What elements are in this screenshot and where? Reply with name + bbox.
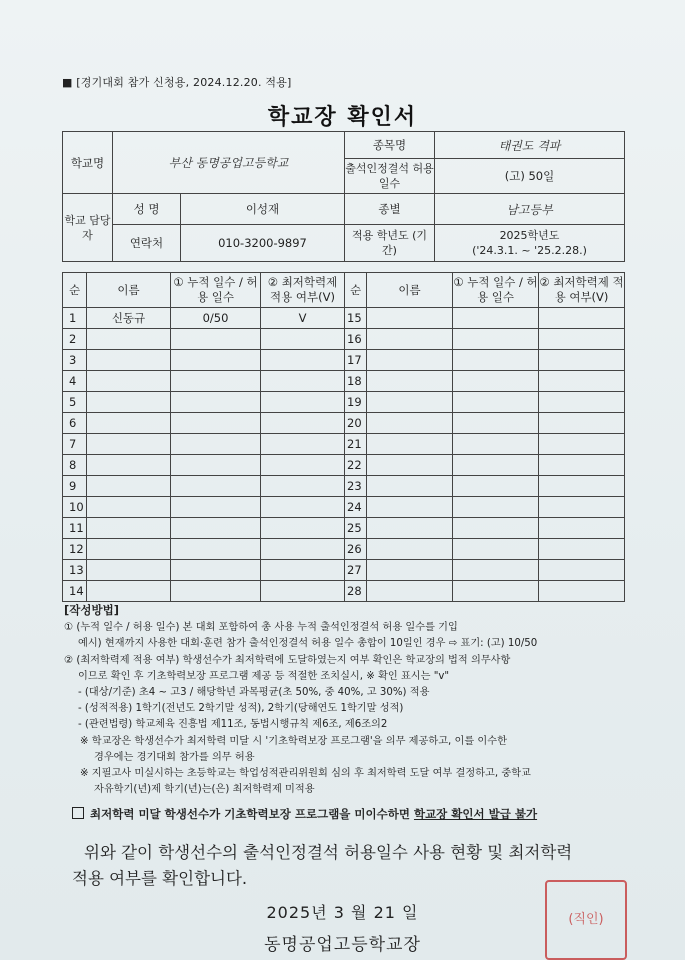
- table-row: [63, 560, 625, 581]
- participant-name: [87, 476, 171, 497]
- table-row: [63, 476, 625, 497]
- guide-line: ① (누적 일수 / 허용 일수) 본 대회 포함하여 총 사용 누적 출석인정결석 허용 일수를 기입: [64, 622, 458, 634]
- row-number: 9: [63, 476, 87, 497]
- name-value: 이성재: [181, 194, 345, 225]
- min-academic-applied: [539, 518, 625, 539]
- min-academic-applied: [539, 329, 625, 350]
- cumulative-days: 0/50: [171, 308, 261, 329]
- cumulative-days: [171, 476, 261, 497]
- category-value: 남고등부: [435, 194, 625, 225]
- row-number: 24: [345, 497, 367, 518]
- year-value: 2025학년도: [499, 229, 560, 242]
- category-label: 종별: [345, 194, 435, 225]
- guide-line: 자유학기(년)제 학기(년)는(은) 최저학력제 미적용: [94, 784, 315, 796]
- row-number: 11: [63, 518, 87, 539]
- guide-line: 이므로 확인 후 기초학력보장 프로그램 제공 등 적절한 조치실시, ※ 확인 표시는 "v": [78, 670, 450, 682]
- table-row: [63, 392, 625, 413]
- cumulative-days: [171, 497, 261, 518]
- participant-name: [367, 518, 453, 539]
- min-academic-applied: [261, 560, 345, 581]
- min-academic-applied: [261, 329, 345, 350]
- min-academic-applied: [539, 497, 625, 518]
- confirm-line-2: 적용 여부를 확인합니다.: [72, 869, 248, 888]
- min-academic-applied: [539, 308, 625, 329]
- min-academic-applied: [261, 518, 345, 539]
- header-applied: ② 최저학력제 적용 여부(V): [261, 273, 345, 308]
- principal-signature: 동명공업고등학교장: [264, 935, 421, 955]
- cumulative-days: [453, 371, 539, 392]
- cumulative-days: [171, 455, 261, 476]
- table-row: [63, 371, 625, 392]
- cumulative-days: [171, 371, 261, 392]
- cumulative-days: [453, 581, 539, 602]
- issue-date: 2025년 3 월 21 일: [266, 903, 419, 922]
- participant-name: [87, 581, 171, 602]
- participant-name: [87, 497, 171, 518]
- contact-value: 010-3200-9897: [181, 225, 345, 262]
- contact-label: 연락처: [113, 225, 181, 262]
- info-table: [62, 131, 625, 262]
- row-number: 28: [345, 581, 367, 602]
- warning-emphasis: 학교장 확인서 발급 불가: [413, 807, 538, 821]
- table-row: [63, 581, 625, 602]
- cumulative-days: [453, 308, 539, 329]
- guide-line: - (관련법령) 학교체육 진흥법 제11조, 동법시행규칙 제6조, 제6조의2: [78, 719, 388, 731]
- cumulative-days: [453, 539, 539, 560]
- participant-name: [367, 371, 453, 392]
- form-note: ■ [경기대회 참가 신청용, 2024.12.20. 적용]: [62, 76, 292, 89]
- min-academic-applied: [539, 434, 625, 455]
- row-number: 12: [63, 539, 87, 560]
- name-label: 성 명: [113, 194, 181, 225]
- row-number: 14: [63, 581, 87, 602]
- row-number: 13: [63, 560, 87, 581]
- year-label: 적용 학년도 (기간): [345, 225, 435, 262]
- guide-line: 예시) 현재까지 사용한 대회·훈련 참가 출석인정결석 허용 일수 총합이 10일인 경우 ⇨ 표기: (고) 10/50: [78, 638, 538, 650]
- header-no-2: 순: [345, 273, 367, 308]
- participant-name: [367, 308, 453, 329]
- participant-name: [87, 350, 171, 371]
- min-academic-applied: [539, 413, 625, 434]
- row-number: 1: [63, 308, 87, 329]
- header-days-2: ① 누적 일수 / 허용 일수: [453, 273, 539, 308]
- table-row: [63, 434, 625, 455]
- min-academic-applied: [261, 455, 345, 476]
- allowed-days-label: 출석인정결석 허용 일수: [345, 159, 435, 194]
- guide-heading: [작성방법]: [64, 603, 119, 617]
- table-body: [63, 308, 625, 602]
- participant-name: [87, 413, 171, 434]
- row-number: 20: [345, 413, 367, 434]
- row-number: 18: [345, 371, 367, 392]
- header-applied-2: ② 최저학력제 적용 여부(V): [539, 273, 625, 308]
- participant-name: [367, 455, 453, 476]
- warning-note: [72, 806, 537, 822]
- event-label: 종목명: [345, 132, 435, 159]
- school-seal: [545, 880, 627, 960]
- school-value: 부산 동명공업고등학교: [113, 132, 345, 194]
- header-days: ① 누적 일수 / 허용 일수: [171, 273, 261, 308]
- table-row: [63, 455, 625, 476]
- allowed-days-value: (고) 50일: [435, 159, 625, 194]
- participant-table: [62, 272, 625, 602]
- row-number: 10: [63, 497, 87, 518]
- min-academic-applied: [261, 476, 345, 497]
- row-number: 5: [63, 392, 87, 413]
- cumulative-days: [453, 497, 539, 518]
- participant-name: 신동규: [87, 308, 171, 329]
- manager-label: 학교 담당자: [63, 194, 113, 262]
- row-number: 25: [345, 518, 367, 539]
- table-row: [63, 413, 625, 434]
- participant-name: [87, 560, 171, 581]
- cumulative-days: [171, 434, 261, 455]
- cumulative-days: [453, 434, 539, 455]
- cumulative-days: [453, 392, 539, 413]
- row-number: 3: [63, 350, 87, 371]
- row-number: 15: [345, 308, 367, 329]
- page-title: 학교장 확인서: [267, 105, 418, 130]
- min-academic-applied: [261, 350, 345, 371]
- event-value: 태권도 격파: [435, 132, 625, 159]
- writing-guide: [64, 602, 634, 798]
- table-row: [63, 329, 625, 350]
- min-academic-applied: [261, 413, 345, 434]
- guide-line: - (대상/기준) 초4 ~ 고3 / 해당학년 과목평균(초 50%, 중 40%, 고 30%) 적용: [78, 687, 430, 699]
- row-number: 19: [345, 392, 367, 413]
- header-name: 이름: [87, 273, 171, 308]
- min-academic-applied: [261, 392, 345, 413]
- participant-name: [367, 329, 453, 350]
- header-no: 순: [63, 273, 87, 308]
- participant-name: [367, 350, 453, 371]
- cumulative-days: [171, 560, 261, 581]
- min-academic-applied: [261, 434, 345, 455]
- participant-name: [367, 560, 453, 581]
- participant-name: [87, 329, 171, 350]
- school-label: 학교명: [63, 132, 113, 194]
- min-academic-applied: [539, 371, 625, 392]
- cumulative-days: [171, 539, 261, 560]
- cumulative-days: [171, 392, 261, 413]
- participant-name: [367, 413, 453, 434]
- table-row: [63, 350, 625, 371]
- min-academic-applied: [539, 560, 625, 581]
- cumulative-days: [171, 413, 261, 434]
- participant-name: [367, 434, 453, 455]
- row-number: 23: [345, 476, 367, 497]
- table-row: [63, 518, 625, 539]
- cumulative-days: [453, 350, 539, 371]
- warning-text: 최저학력 미달 학생선수가 기초학력보장 프로그램을 미이수하면: [90, 807, 414, 821]
- row-number: 8: [63, 455, 87, 476]
- year-period: ('24.3.1. ~ '25.2.28.): [472, 244, 587, 257]
- row-number: 6: [63, 413, 87, 434]
- guide-line: - (성적적용) 1학기(전년도 2학기말 성적), 2학기(당해연도 1학기말 성적): [78, 703, 404, 715]
- participant-name: [87, 371, 171, 392]
- guide-line: ※ 지필고사 미실시하는 초등학교는 학업성적관리위원회 심의 후 최저학력 도달 여부 결정하고, 중학교: [80, 768, 531, 780]
- guide-line: 경우에는 경기대회 참가를 의무 허용: [94, 751, 255, 763]
- year-cell: [435, 225, 625, 262]
- table-row: [63, 308, 625, 329]
- participant-name: [367, 476, 453, 497]
- cumulative-days: [453, 476, 539, 497]
- row-number: 4: [63, 371, 87, 392]
- row-number: 7: [63, 434, 87, 455]
- min-academic-applied: [539, 476, 625, 497]
- min-academic-applied: [539, 581, 625, 602]
- guide-line: ※ 학교장은 학생선수가 최저학력 미달 시 '기초학력보장 프로그램'을 의무 제공하고, 이를 이수한: [80, 735, 507, 747]
- cumulative-days: [171, 329, 261, 350]
- seal-text: (직인): [568, 912, 604, 927]
- row-number: 2: [63, 329, 87, 350]
- table-row: [63, 539, 625, 560]
- participant-name: [87, 455, 171, 476]
- row-number: 26: [345, 539, 367, 560]
- confirm-line-1: 위와 같이 학생선수의 출석인정결석 허용일수 사용 현황 및 최저학력: [84, 843, 573, 862]
- min-academic-applied: [261, 581, 345, 602]
- cumulative-days: [453, 518, 539, 539]
- row-number: 27: [345, 560, 367, 581]
- row-number: 21: [345, 434, 367, 455]
- checkbox-icon: [72, 807, 84, 819]
- min-academic-applied: [539, 392, 625, 413]
- min-academic-applied: [261, 371, 345, 392]
- guide-line: ② (최저학력제 적용 여부) 학생선수가 최저학력에 도달하였는지 여부 확인은 학교장의 법적 의무사항: [64, 654, 511, 666]
- participant-name: [367, 539, 453, 560]
- participant-name: [367, 497, 453, 518]
- min-academic-applied: [261, 539, 345, 560]
- participant-name: [367, 392, 453, 413]
- table-header-row: [63, 273, 625, 308]
- min-academic-applied: [261, 497, 345, 518]
- participant-name: [87, 434, 171, 455]
- header-name-2: 이름: [367, 273, 453, 308]
- cumulative-days: [453, 329, 539, 350]
- row-number: 16: [345, 329, 367, 350]
- cumulative-days: [453, 560, 539, 581]
- min-academic-applied: [539, 539, 625, 560]
- row-number: 22: [345, 455, 367, 476]
- participant-name: [87, 539, 171, 560]
- cumulative-days: [171, 350, 261, 371]
- min-academic-applied: [539, 455, 625, 476]
- min-academic-applied: [539, 350, 625, 371]
- table-row: [63, 497, 625, 518]
- cumulative-days: [453, 413, 539, 434]
- cumulative-days: [171, 518, 261, 539]
- min-academic-applied: V: [261, 308, 345, 329]
- cumulative-days: [171, 581, 261, 602]
- participant-name: [87, 392, 171, 413]
- participant-name: [367, 581, 453, 602]
- cumulative-days: [453, 455, 539, 476]
- row-number: 17: [345, 350, 367, 371]
- participant-name: [87, 518, 171, 539]
